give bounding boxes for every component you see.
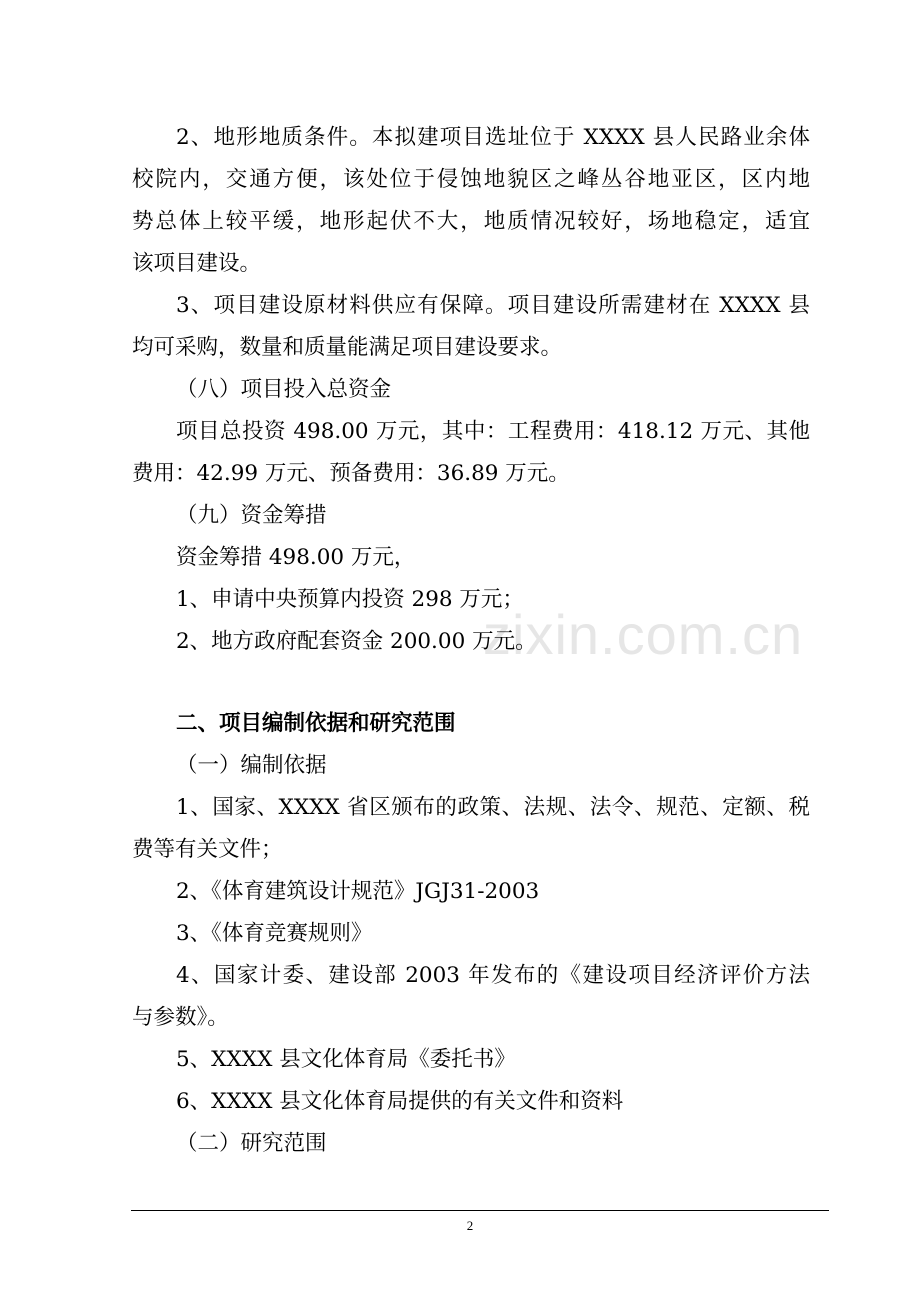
paragraph-line: 势总体上较平缓，地形起伏不大，地质情况较好，场地稳定，适宜 [132,209,810,234]
list-item: 2、地方政府配套资金 200.00 万元。 [176,629,537,654]
section-heading: （一）编制依据 [176,753,327,778]
chapter-title: 二、项目编制依据和研究范围 [176,711,456,736]
section-heading: （九）资金筹措 [176,503,327,528]
list-item: 1、申请中央预算内投资 298 万元； [176,587,524,612]
footer-divider [131,1210,829,1211]
section-heading: （二）研究范围 [176,1131,327,1156]
paragraph-line: 资金筹措 498.00 万元， [176,545,416,570]
list-item: 4、国家计委、建设部 2003 年发布的《建设项目经济评价方法 [176,963,810,988]
paragraph-line: 3、项目建设原材料供应有保障。项目建设所需建材在 XXXX 县 [176,293,810,318]
paragraph-line: 项目总投资 498.00 万元，其中：工程费用：418.12 万元、其他 [176,419,810,444]
list-item-continuation: 费等有关文件； [132,837,283,862]
section-heading: （八）项目投入总资金 [176,377,392,402]
paragraph-line: 均可采购，数量和质量能满足项目建设要求。 [132,335,563,360]
list-item: 2、《体育建筑设计规范》JGJ31-2003 [176,879,540,904]
list-item: 6、XXXX 县文化体育局提供的有关文件和资料 [176,1089,624,1114]
paragraph-line: 校院内，交通方便，该处位于侵蚀地貌区之峰丛谷地亚区，区内地 [132,167,810,192]
list-item: 1、国家、XXXX 省区颁布的政策、法规、法令、规范、定额、税 [176,795,810,820]
paragraph-line: 费用：42.99 万元、预备费用：36.89 万元。 [132,461,570,486]
paragraph-line: 2、地形地质条件。本拟建项目选址位于 XXXX 县人民路业余体 [176,125,810,150]
list-item-continuation: 与参数》。 [132,1005,229,1030]
page-number: 2 [466,1218,474,1233]
watermark: zixin.com.cn [483,603,804,666]
paragraph-line: 该项目建设。 [132,251,262,276]
list-item: 5、XXXX 县文化体育局《委托书》 [176,1047,516,1072]
list-item: 3、《体育竞赛规则》 [176,921,373,946]
